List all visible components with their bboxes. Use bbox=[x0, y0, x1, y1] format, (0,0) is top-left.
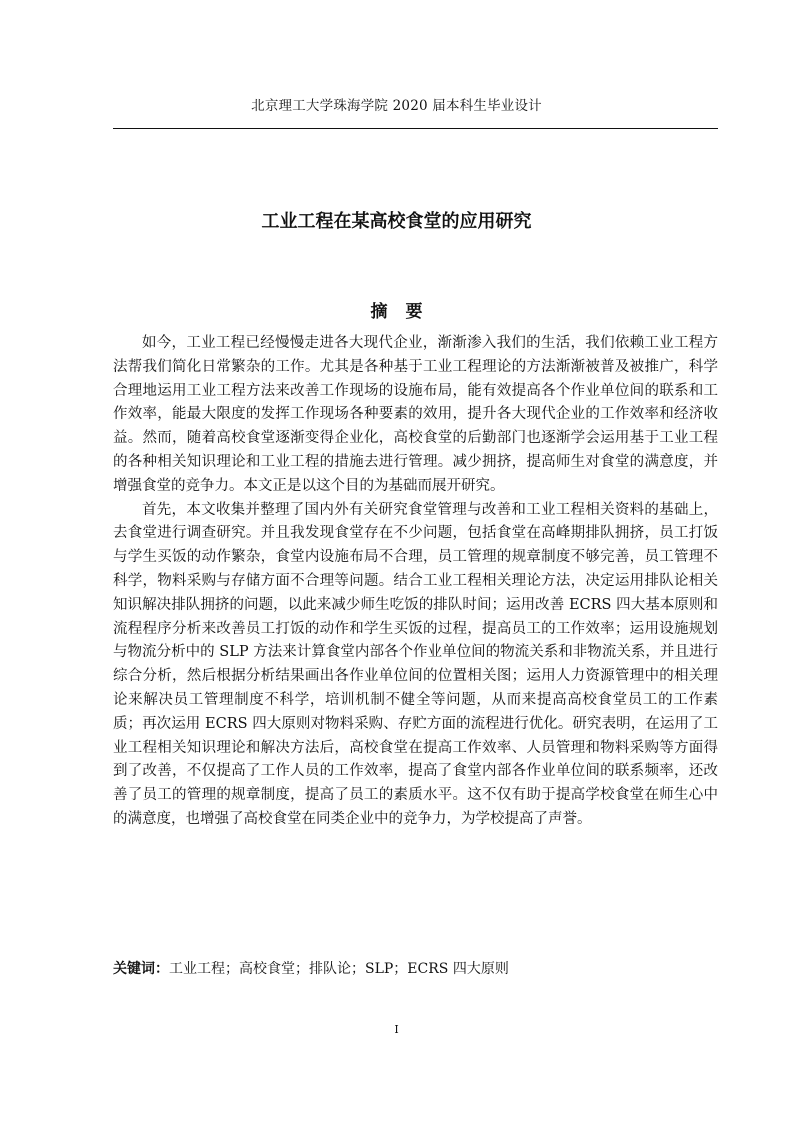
abstract-paragraph-1: 如今，工业工程已经慢慢走进各大现代企业，渐渐渗入我们的生活，我们依赖工业工程方法帮我们简化日常繁杂的工作。尤其是各种基于工业工程理论的方法渐渐被普及被推广，科学合理地运用工业工程方法来改善工作现场的设施布局，能有效提高各个作业单位间的联系和工作效率，能最大限度的发挥工作现场各种要素的效用，提升各大现代企业的工作效率和经济收益。然而，随着高校食堂逐渐变得企业化，高校食堂的后勤部门也逐渐学会运用基于工业工程的各种相关知识理论和工业工程的措施去进行管理。减少拥挤，提高师生对食堂的满意度，并增强食堂的竞争力。本文正是以这个目的为基础而展开研究。 bbox=[113, 335, 718, 494]
keywords-text: 工业工程；高校食堂；排队论；SLP；ECRS 四大原则 bbox=[169, 961, 509, 977]
page-header: 北京理工大学珠海学院 2020 届本科生毕业设计 bbox=[251, 98, 542, 114]
header-divider bbox=[113, 128, 718, 129]
abstract-paragraph-2: 首先，本文收集并整理了国内外有关研究食堂管理与改善和工业工程相关资料的基础上，去食堂进行调查研究。并且我发现食堂存在不少问题，包括食堂在高峰期排队拥挤，员工打饭与学生买饭的动作繁杂，食堂内设施布局不合理，员工管理的规章制度不够完善，员工管理不科学，物料采购与存储方面不合理等问题。结合工业工程相关理论方法，决定运用排队论相关知识解决排队拥挤的问题，以此来减少师生吃饭的排队时间；运用改善 ECRS 四大基本原则和流程程序分析来改善员工打饭的动作和学生买饭的过程，提高员工的工作效率；运用设施规划与物流分析中的 SLP 方法来计算食堂内部各个作业单位间的物流关系和非物流关系，并且进行综合分析，然后根据分析结果画出各作业单位间的位置相关图；运用人力资源管理中的相关理论来解决员工管理制度不科学，培训机制不健全等问题，从而来提高高校食堂员工的工作素质；再次运用 ECRS 四大原则对物料采购、存贮方面的流程进行优化。研究表明，在运用了工业工程相关知识理论和解决方法后，高校食堂在提高工作效率、人员管理和物料采购等方面得到了改善，不仅提高了工作人员的工作效率，提高了食堂内部各作业单位间的联系频率，还改善了员工的管理的规章制度，提高了员工的素质水平。这不仅有助于提高学校食堂在师生心中的满意度，也增强了高校食堂在同类企业中的竞争力，为学校提高了声誉。 bbox=[113, 501, 718, 827]
page-number: I bbox=[394, 1023, 399, 1036]
abstract-heading: 摘要 bbox=[370, 302, 441, 322]
thesis-title: 工业工程在某高校食堂的应用研究 bbox=[261, 211, 532, 232]
keywords-line bbox=[113, 958, 718, 978]
keywords-label: 关键词： bbox=[113, 961, 169, 977]
abstract-body bbox=[113, 332, 718, 832]
